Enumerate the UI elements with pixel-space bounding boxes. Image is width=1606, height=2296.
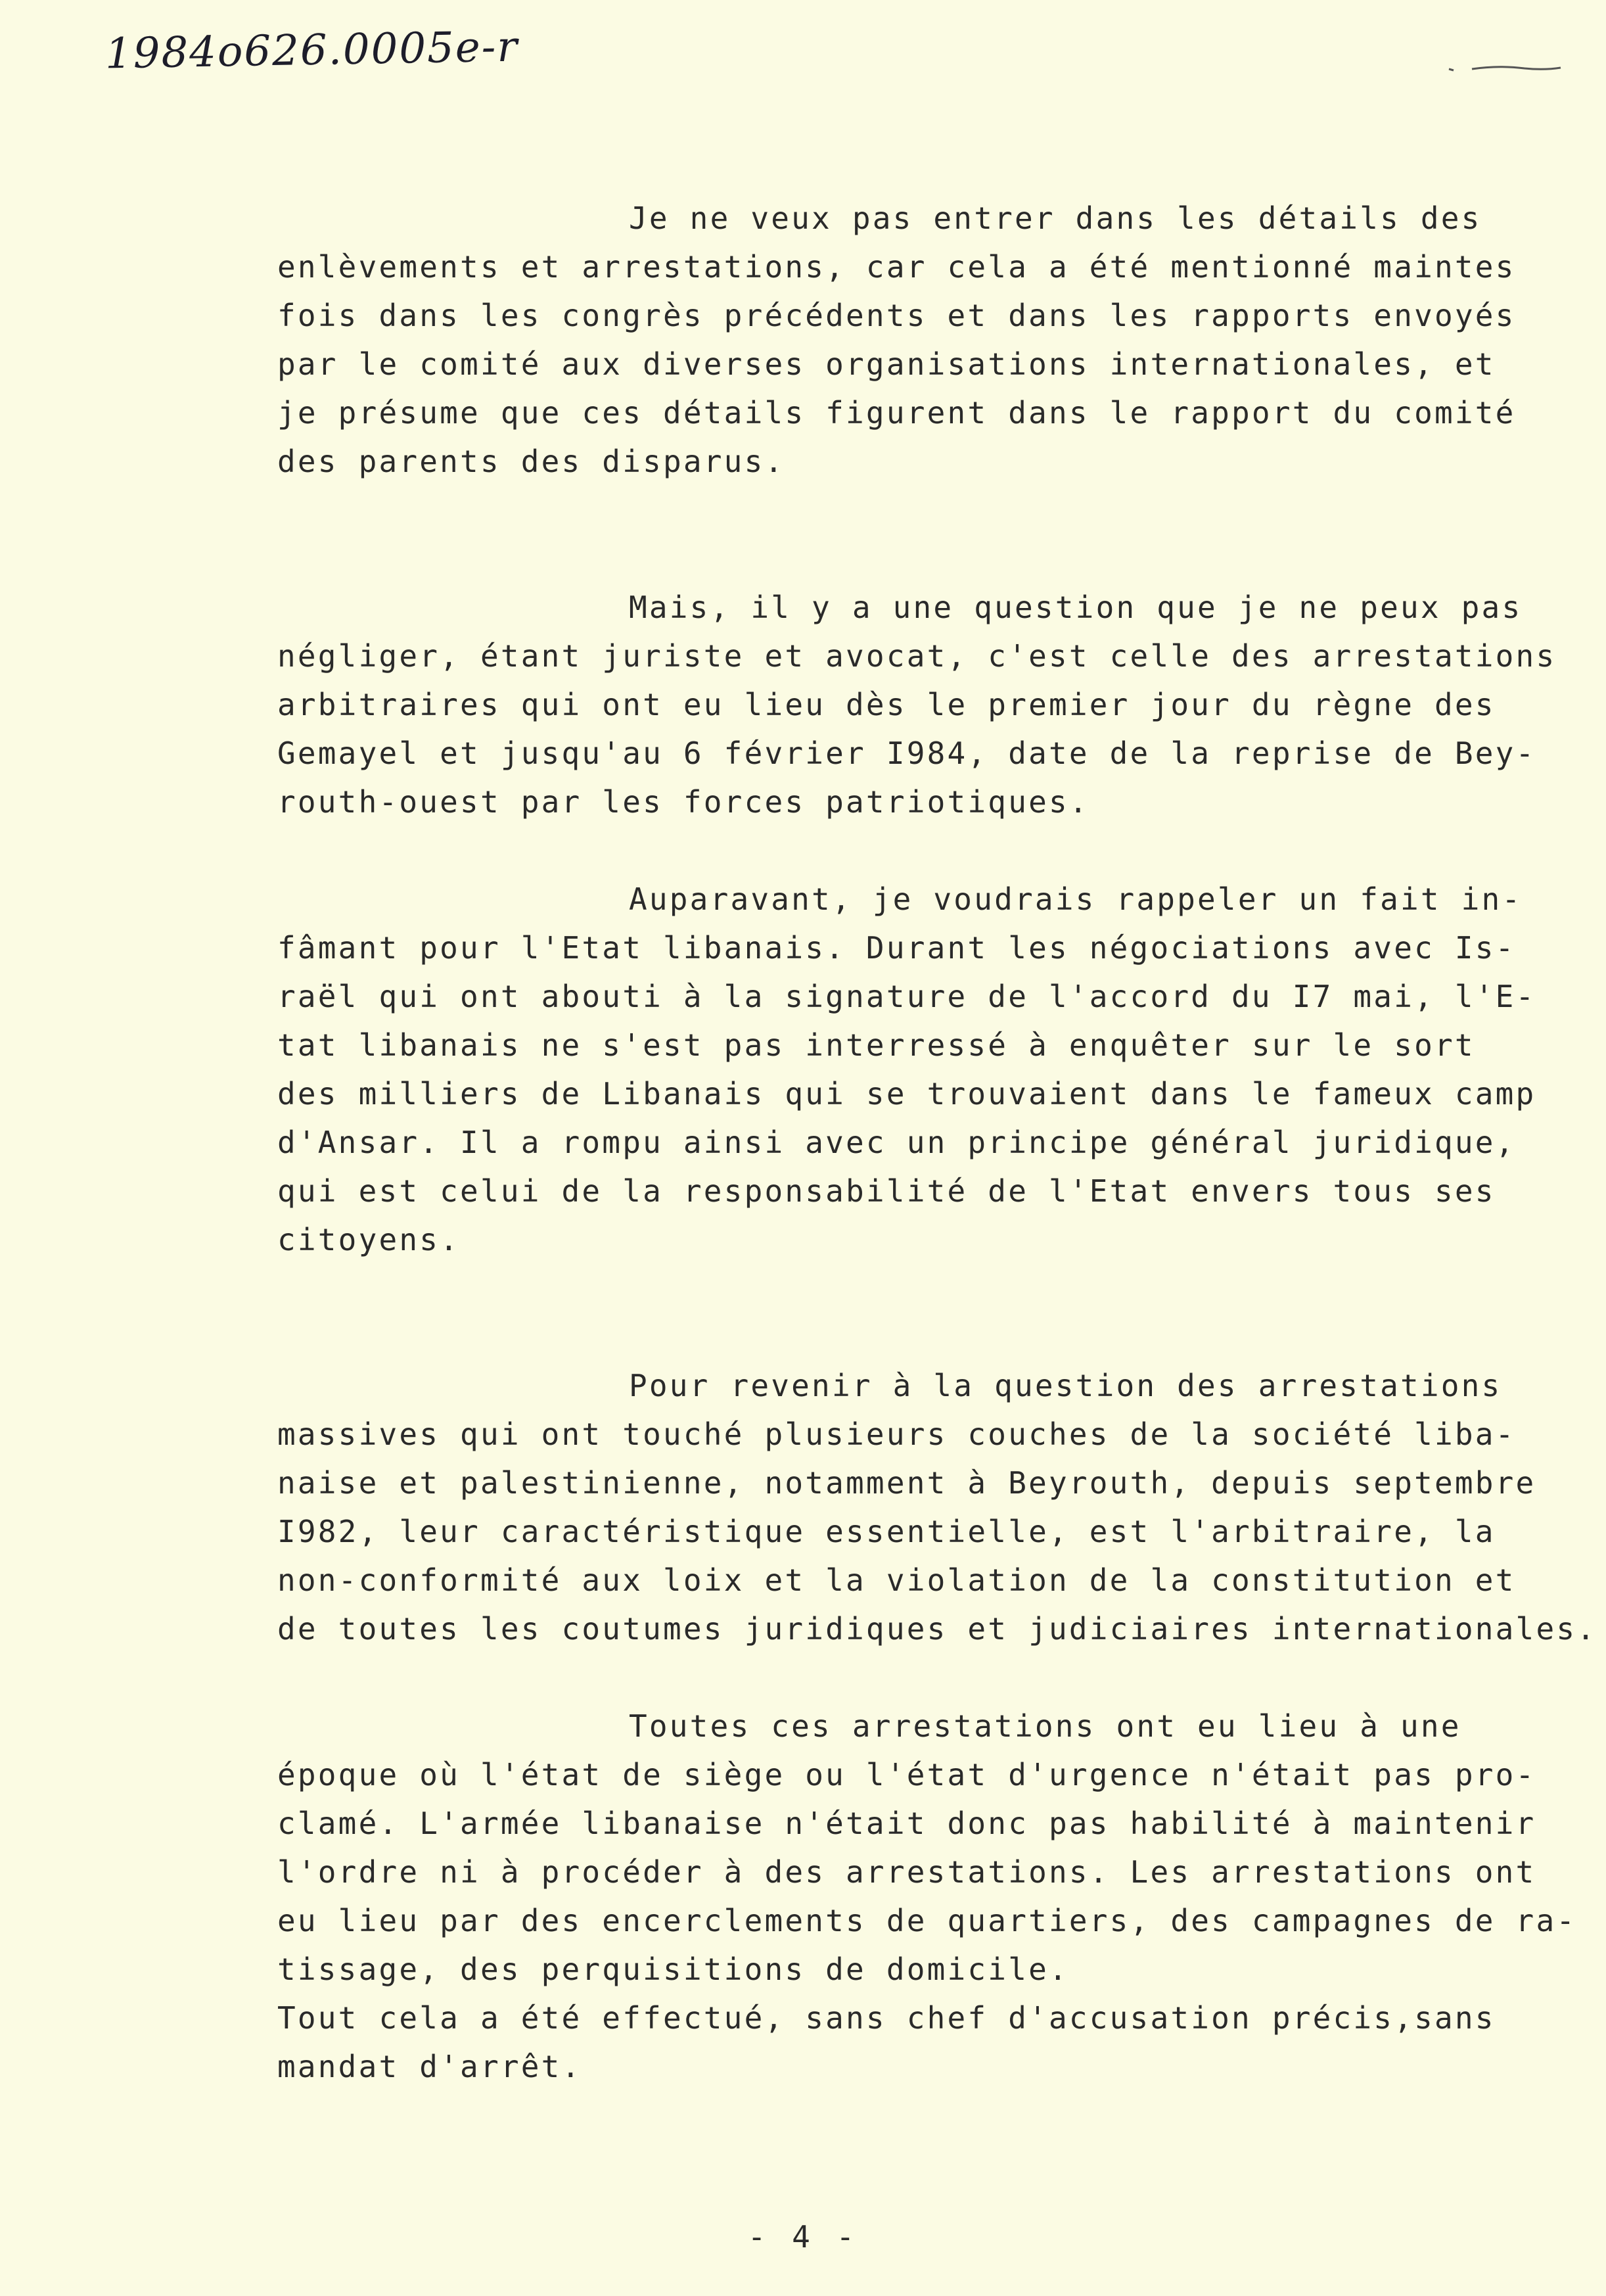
page-number: - 4 - <box>747 2219 859 2255</box>
text-line: naise et palestinienne, notamment à Beyrouth, depuis septembre <box>277 1465 1536 1501</box>
text-line: je présume que ces détails figurent dans le rapport du comité <box>277 395 1516 431</box>
text-line: d'Ansar. Il a rompu ainsi avec un principe général juridique, <box>277 1125 1516 1160</box>
text-line: I982, leur caractéristique essentielle, est l'arbitraire, la <box>277 1514 1496 1549</box>
text-line: Pour revenir à la question des arrestations <box>629 1368 1502 1403</box>
text-line: mandat d'arrêt. <box>277 2049 582 2084</box>
paragraph-5 <box>277 1702 1577 1994</box>
text-line: Auparavant, je voudrais rappeler un fait in- <box>629 881 1523 917</box>
text-line: l'ordre ni à procéder à des arrestations. Les arrestations ont <box>277 1854 1536 1890</box>
text-line: Tout cela a été effectué, sans chef d'accusation précis,sans <box>277 2000 1496 2036</box>
text-line: clamé. L'armée libanaise n'était donc pas habilité à maintenir <box>277 1806 1536 1841</box>
paragraph-3 <box>277 875 1565 1264</box>
document-body <box>277 194 1597 2091</box>
text-line: par le comité aux diverses organisations internationales, et <box>277 346 1496 382</box>
text-line: Mais, il y a une question que je ne peux pas <box>629 590 1523 625</box>
text-line: tat libanais ne s'est pas interressé à enquêter sur le sort <box>277 1027 1475 1063</box>
text-line: Toutes ces arrestations ont eu lieu à une <box>629 1708 1461 1744</box>
text-line: de toutes les coutumes juridiques et judiciaires internationales. <box>277 1611 1597 1647</box>
text-line: époque où l'état de siège ou l'état d'urgence n'était pas pro- <box>277 1757 1536 1792</box>
text-line: massives qui ont touché plusieurs couches de la société liba- <box>277 1417 1516 1452</box>
text-line: qui est celui de la responsabilité de l'Etat envers tous ses <box>277 1173 1496 1209</box>
text-line: tissage, des perquisitions de domicile. <box>277 1952 1069 1987</box>
paragraph-2 <box>277 583 1565 826</box>
handwritten-reference: 1984o626.0005e-r <box>104 22 519 79</box>
text-line: eu lieu par des encerclements de quartiers, des campagnes de ra- <box>277 1903 1577 1938</box>
text-line: négliger, étant juriste et avocat, c'est celle des arrestations <box>277 638 1557 674</box>
text-line: citoyens. <box>277 1222 461 1257</box>
paragraph-spacer <box>277 826 1565 875</box>
text-line: Gemayel et jusqu'au 6 février I984, date de la reprise de Bey- <box>277 736 1536 771</box>
corner-pen-mark <box>1446 62 1564 76</box>
paragraph-spacer <box>277 486 1565 583</box>
text-line: routh-ouest par les forces patriotiques. <box>277 784 1090 820</box>
text-line: Je ne veux pas entrer dans les détails des <box>629 200 1482 236</box>
paragraph-spacer <box>277 1653 1565 1702</box>
text-line: fois dans les congrès précédents et dans les rapports envoyés <box>277 298 1516 333</box>
text-line: arbitraires qui ont eu lieu dès le premier jour du règne des <box>277 687 1496 722</box>
text-line: des parents des disparus. <box>277 444 785 479</box>
text-line: fâmant pour l'Etat libanais. Durant les négociations avec Is- <box>277 930 1516 966</box>
paragraph-1 <box>277 194 1565 486</box>
text-line: non-conformité aux loix et la violation de la constitution et <box>277 1562 1516 1598</box>
paragraph-spacer <box>277 1264 1565 1361</box>
text-line: raël qui ont abouti à la signature de l'accord du I7 mai, l'E- <box>277 979 1536 1014</box>
paragraph-4 <box>277 1361 1597 1653</box>
text-line: des milliers de Libanais qui se trouvaient dans le fameux camp <box>277 1076 1536 1112</box>
paragraph-6 <box>277 1994 1565 2091</box>
text-line: enlèvements et arrestations, car cela a été mentionné maintes <box>277 249 1516 285</box>
